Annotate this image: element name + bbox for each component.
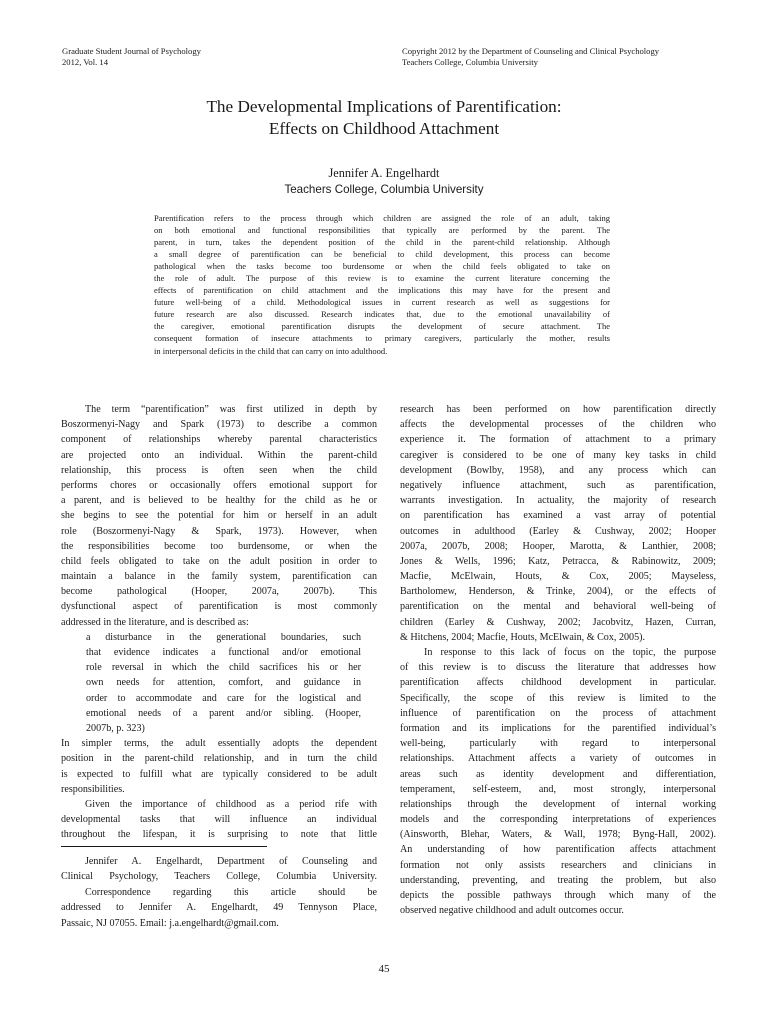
body-text-line: development (Bowlby, 1958), and any process which can <box>400 464 716 476</box>
copyright-institution: Teachers College, Columbia University <box>402 57 538 67</box>
body-text-line: experience it. The formation of attachment to a primary <box>400 434 716 446</box>
body-text-line: Specifically, the scope of this review is limited to the <box>400 692 716 704</box>
body-text-line: In response to this lack of focus on the topic, the purpose <box>424 647 716 658</box>
abstract-line: Parentification refers to the process through which children are assigned the role of an adult, taking <box>154 213 610 223</box>
copyright-header <box>402 46 722 68</box>
body-text-line: formation and its implications for the parentified individual’s <box>400 722 716 734</box>
body-text-line: observed negative childhood and adult outcomes occur. <box>400 905 624 917</box>
body-text-line: Given the importance of childhood as a period rife with <box>85 798 377 810</box>
body-text-line: Bartholomew, Henderson, & Trinke, 2004), or the effects of <box>400 586 716 598</box>
body-text-line: An understanding of how parentification affects attachment <box>400 844 716 856</box>
body-text-line: she begins to see the potential for him or herself in an adult <box>61 510 377 522</box>
body-text-line: addressed in the literature, and is described as: <box>61 616 249 628</box>
article-title <box>60 96 708 140</box>
abstract-line: future well-being of a child. Methodological issues in current research as well as suggestions for <box>154 297 610 308</box>
author-affiliation: Teachers College, Columbia University <box>284 183 484 196</box>
abstract-line: effects of parentification on child attachment and the implications this may have for the present and <box>154 285 610 296</box>
body-text-line: influence of parentification on the process of attachment <box>400 707 716 719</box>
body-text-line: developmental tasks that will influence an individual <box>61 814 377 826</box>
body-text-line: relationship, this process is often seen when the child <box>61 464 377 476</box>
footnote-line: Jennifer A. Engelhardt, Department of Counseling and <box>85 856 377 867</box>
abstract-line: a small degree of parentification can be beneficial to child development, this process can become <box>154 249 610 260</box>
body-text-line: maintain a balance in the family system, parentification can <box>61 571 377 583</box>
body-text-line: The term “parentification” was first utilized in depth by <box>85 404 377 415</box>
body-text-line: position in the parent-child relationship, and in turn the child <box>61 753 377 765</box>
body-text-line: affects the developmental processes of the children who <box>400 419 716 431</box>
body-text-line: performs chores or occasionally offers emotional support for <box>61 479 377 491</box>
right-column <box>400 402 716 918</box>
abstract-line: the caregiver, emotional parentification disrupts the development of secure attachment. The <box>154 321 610 332</box>
body-text-line: & Hitchens, 2004; Macfie, Houts, McElwain, & Cox, 2005). <box>400 631 646 643</box>
body-text-line: is expected to fulfill what are typically considered to be adult <box>61 768 377 780</box>
body-text-line: child feels obligated to take on the adult position in order to <box>61 555 377 567</box>
title-line-1: The Developmental Implications of Parentification: <box>206 97 562 116</box>
body-text-line: outcomes in adulthood (Earley & Cushway, 2002; Hooper <box>400 525 716 537</box>
body-text-line: research has been performed on how parentification directly <box>400 404 716 415</box>
body-text-line: 2007a, 2007b, 2008; Hooper, Marotta, & Lanthier, 2008; <box>400 540 716 552</box>
body-text-line: temperament, self-esteem, and, most strongly, interpersonal <box>400 783 716 795</box>
body-text-line: a parent, and is believed to be healthy for the child as he or <box>61 495 377 507</box>
body-text-line: well-being, particularly with regard to interpersonal <box>400 738 716 750</box>
body-text-line: caregiver is considered to be one of many key tasks in child <box>400 449 716 461</box>
body-text-line: 2007b, p. 323) <box>86 722 145 734</box>
body-text-line: a disturbance in the generational boundaries, such <box>86 631 361 643</box>
abstract-line: the role of adult. The purpose of this review is to examine the current literature concerning the <box>154 273 610 284</box>
title-line-2: Effects on Childhood Attachment <box>268 119 500 138</box>
body-text-line: (Ainsworth, Blehar, Waters, & Wall, 1978; Byng-Hall, 2002). <box>400 829 716 841</box>
body-text-line: on parentification has examined a vast array of potential <box>400 510 716 522</box>
body-text-line: warrants investigation. In actuality, the majority of research <box>400 495 716 507</box>
body-text-line: component of relationships whereby parental characteristics <box>61 434 377 446</box>
abstract <box>154 212 610 357</box>
body-text-line: formation not only assists researchers and clinicians in <box>400 859 716 871</box>
body-text-line: role reversal in which the child sacrifices his or her <box>86 662 361 674</box>
left-column <box>61 402 377 842</box>
abstract-line: future research are also discussed. Research indicates that, due to the emotional unavailability of <box>154 309 610 320</box>
body-text-line: are projected onto an individual. Within the parent-child <box>61 449 377 461</box>
abstract-line: consequent formation of insecure attachments to primary caregivers, particularly the mother, results <box>154 333 610 344</box>
abstract-line: parent, in turn, takes the dependent position of the child in the parent-child relationship. Although <box>154 237 610 248</box>
body-text-line: negatively influence attachment, such as parentification, <box>400 479 716 491</box>
abstract-line: in interpersonal deficits in the child that can carry on into adulthood. <box>154 345 388 356</box>
journal-header-left <box>62 46 362 68</box>
body-text-line: become pathological (Hooper, 2007a, 2007b). This <box>61 586 377 598</box>
author-footnote <box>61 854 377 931</box>
body-text-line: Jones & Wells, 1996; Katz, Petracca, & Rabinowitz, 2009; <box>400 555 716 567</box>
body-text-line: order to accommodate and care for the logistical and <box>86 692 361 704</box>
body-text-line: emotional needs of a parent and/or sibling. (Hooper, <box>86 707 361 719</box>
body-text-line: depicts the possible pathways through which many of the <box>400 890 716 901</box>
body-text-line: responsibilities. <box>61 783 125 795</box>
body-text-line: that evidence indicates a functional and/or emotional <box>86 647 361 658</box>
journal-name: Graduate Student Journal of Psychology <box>62 46 201 56</box>
body-text-line: relationships. Attachment affects a variety of outcomes in <box>400 753 716 765</box>
footnote-rule <box>61 846 267 847</box>
footnote-line: addressed to Jennifer A. Engelhardt, 49 Tennyson Place, <box>61 902 377 914</box>
page-number: 45 <box>378 963 390 975</box>
body-text-line: parentification on the mental and behavioral well-being of <box>400 601 716 613</box>
copyright-line: Copyright 2012 by the Department of Counseling and Clinical Psychology <box>402 46 660 56</box>
body-text-line: Boszormenyi-Nagy and Spark (1973) to describe a common <box>61 419 377 431</box>
footnote-line: Passaic, NJ 07055. Email: j.a.engelhardt@gmail.com. <box>61 917 279 929</box>
footnote-line: Correspondence regarding this article should be <box>85 886 377 898</box>
journal-volume: 2012, Vol. 14 <box>62 57 109 67</box>
body-text-line: of this review is to discuss the literature that addresses how <box>400 662 716 674</box>
body-text-line: relationships through the development of internal working <box>400 798 716 810</box>
body-text-line: In simpler terms, the adult essentially adopts the dependent <box>61 738 377 750</box>
abstract-line: on both emotional and functional responsibilities that typically are performed by the parent. The <box>154 225 610 236</box>
body-text-line: throughout the lifespan, it is surprising to note that little <box>61 829 377 841</box>
body-text-line: own needs for attention, comfort, and guidance in <box>86 677 361 689</box>
body-text-line: the responsibilities become too burdensome, or when the <box>61 540 377 552</box>
body-text-line: understanding, preventing, and treating the problem, but also <box>400 874 716 886</box>
body-text-line: children (Earley & Cushway, 2002; Jacobvitz, Hazen, Curran, <box>400 616 716 628</box>
body-text-line: models and the corresponding interpretations of experiences <box>400 814 716 826</box>
body-text-line: parentification affects childhood development in particular. <box>400 677 716 689</box>
body-text-line: Macfie, McElwain, Houts, & Cox, 2005; Mayseless, <box>400 571 716 583</box>
abstract-line: pathological when the tasks become too burdensome or when the child feels obligated to take on <box>154 261 610 272</box>
author-name: Jennifer A. Engelhardt <box>328 166 440 180</box>
body-text-line: role (Boszormenyi-Nagy & Spark, 1973). However, when <box>61 525 377 537</box>
body-text-line: dysfunctional aspect of parentification is most commonly <box>61 601 377 613</box>
body-text-line: areas such as identity development and differentiation, <box>400 768 716 780</box>
footnote-line: Clinical Psychology, Teachers College, Columbia University. <box>61 871 377 883</box>
